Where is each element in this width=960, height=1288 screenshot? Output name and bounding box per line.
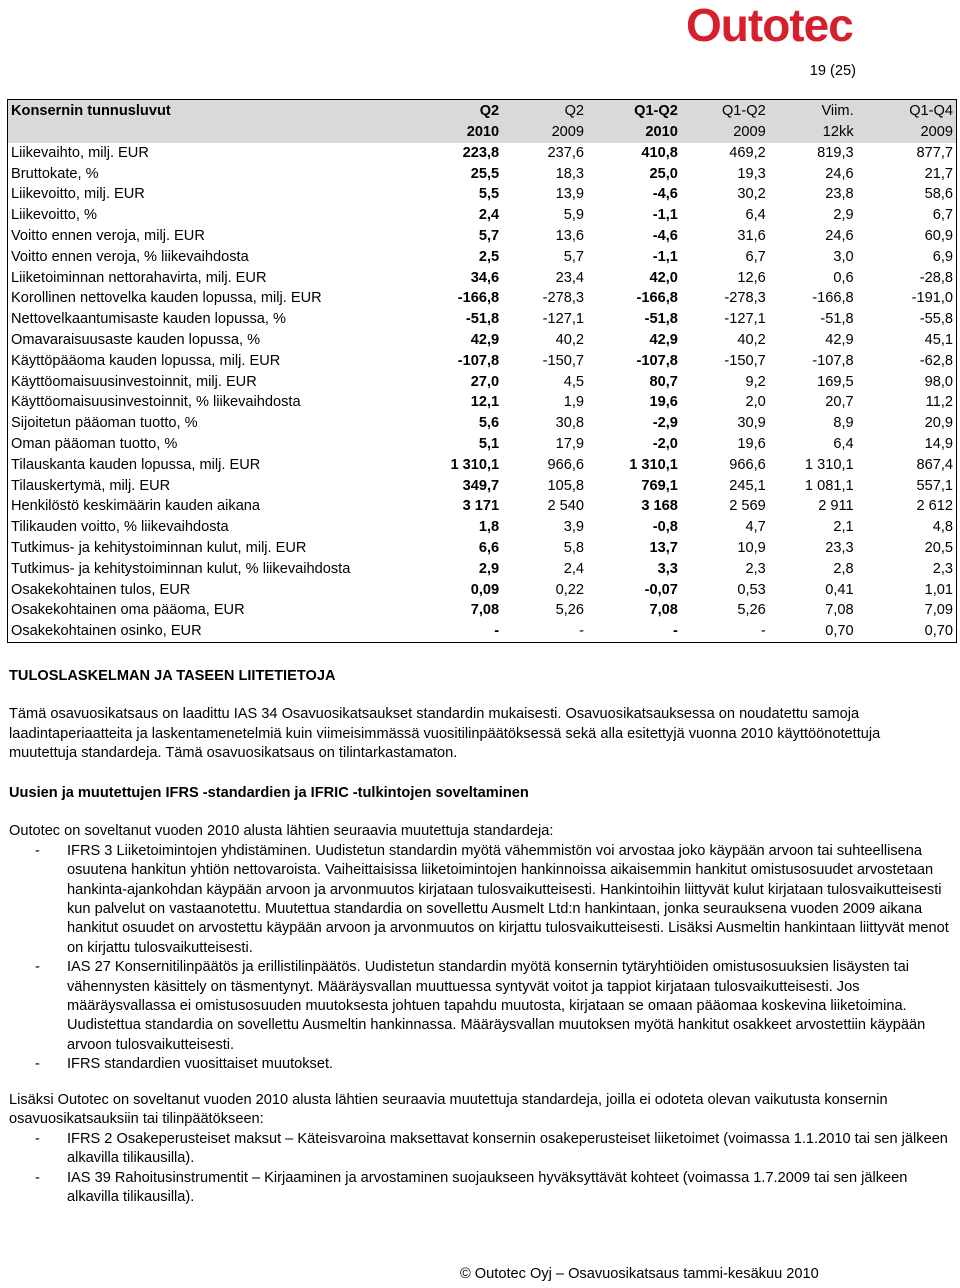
list-item-text: IAS 39 Rahoitusinstrumentit – Kirjaaminen ja arvostaminen suojaukseen hyväksyttävät kohteet (voimassa 1.7.2009 tai sen jälkeen alkavilla tilikausilla). <box>67 1169 908 1206</box>
table-cell: 19,6 <box>737 435 766 452</box>
table-row <box>8 413 957 434</box>
list-item <box>9 958 949 1055</box>
dash-bullet: - <box>35 959 40 976</box>
list-item <box>9 1169 949 1208</box>
table-cell: -62,8 <box>857 351 957 372</box>
table-cell: 21,7 <box>857 164 957 185</box>
row-label: Bruttokate, % <box>8 164 408 185</box>
table-cell: 5,7 <box>563 248 585 265</box>
column-subheader: 2010 <box>407 122 502 143</box>
table-row <box>8 392 957 413</box>
table-cell: 60,9 <box>857 226 957 247</box>
row-label: Korollinen nettovelka kauden lopussa, milj. EUR <box>8 288 408 309</box>
row-label: Voitto ennen veroja, % liikevaihdosta <box>8 247 408 268</box>
table-cell: 245,1 <box>729 477 766 494</box>
table-cell: 5,26 <box>555 602 585 619</box>
table-cell: 23,3 <box>825 539 854 556</box>
page-number: 19 (25) <box>809 63 856 79</box>
table-cell: 34,6 <box>470 269 500 286</box>
column-header: Q2 <box>502 100 587 123</box>
row-label: Omavaraisuusaste kauden lopussa, % <box>8 330 408 351</box>
table-cell: 19,3 <box>737 165 766 182</box>
table-cell: 7,08 <box>470 602 500 619</box>
table-cell: - <box>407 621 502 642</box>
list-item <box>9 1055 949 1074</box>
dash-bullet: - <box>35 842 40 859</box>
table-cell: -166,8 <box>636 290 678 307</box>
table-cell: 2 612 <box>857 496 957 517</box>
table-row <box>8 559 957 580</box>
table-cell: 877,7 <box>857 143 957 164</box>
table-cell: 1 081,1 <box>804 477 854 494</box>
table-cell: -166,8 <box>457 290 500 307</box>
table-cell: 19,6 <box>649 394 678 411</box>
column-subheader: 2009 <box>681 122 769 143</box>
standards-list <box>9 842 949 1075</box>
list-item <box>9 842 949 958</box>
table-cell: -28,8 <box>857 268 957 289</box>
other-standards-section <box>9 1091 949 1207</box>
table-cell: 9,2 <box>745 373 766 390</box>
table-cell: 40,2 <box>737 331 766 348</box>
row-label: Käyttöomaisuusinvestoinnit, % liikevaihdosta <box>8 392 408 413</box>
table-row <box>8 434 957 455</box>
table-cell: -1,1 <box>652 248 678 265</box>
table-cell: 3,0 <box>833 248 854 265</box>
table-cell: 2,9 <box>833 207 854 224</box>
table-cell: 12,1 <box>470 394 500 411</box>
table-cell: 25,0 <box>649 165 678 182</box>
table-row <box>8 247 957 268</box>
table-cell: 966,6 <box>729 456 766 473</box>
table-row <box>8 143 957 164</box>
table-cell: -191,0 <box>857 288 957 309</box>
row-label: Tilauskertymä, milj. EUR <box>8 476 408 497</box>
table-cell: -107,8 <box>812 352 854 369</box>
table-row <box>8 164 957 185</box>
table-cell: 45,1 <box>857 330 957 351</box>
table-cell: 7,09 <box>857 600 957 621</box>
table-cell: -0,07 <box>644 581 678 598</box>
table-cell: 2 569 <box>729 498 766 515</box>
table-cell: -127,1 <box>542 311 585 328</box>
table-cell: 0,6 <box>833 269 854 286</box>
table-cell: - <box>681 621 769 642</box>
table-cell: -150,7 <box>724 352 766 369</box>
table-cell: -107,8 <box>636 352 678 369</box>
table-cell: 6,7 <box>857 205 957 226</box>
table-cell: 13,9 <box>555 186 585 203</box>
table-cell: 2,9 <box>478 560 500 577</box>
table-row <box>8 517 957 538</box>
table-row <box>8 268 957 289</box>
list-item-text: IFRS standardien vuosittaiset muutokset. <box>67 1056 334 1073</box>
table-cell: 1 310,1 <box>629 456 678 473</box>
table-cell: -278,3 <box>724 290 766 307</box>
table-cell: 5,5 <box>478 186 500 203</box>
table-row <box>8 184 957 205</box>
row-label: Liikevoitto, % <box>8 205 408 226</box>
table-cell: 2,4 <box>563 560 585 577</box>
table-cell: 23,4 <box>555 269 585 286</box>
table-cell: -107,8 <box>457 352 500 369</box>
table-cell: 20,5 <box>857 538 957 559</box>
table-row <box>8 621 957 642</box>
table-cell: 5,6 <box>478 415 500 432</box>
column-header: Q1-Q2 <box>587 100 681 123</box>
row-label: Osakekohtainen oma pääoma, EUR <box>8 600 408 621</box>
table-cell: 469,2 <box>729 144 766 161</box>
row-label: Liikevaihto, milj. EUR <box>8 143 408 164</box>
table-cell: 0,53 <box>737 581 766 598</box>
dash-bullet: - <box>35 1056 40 1073</box>
table-cell: 6,4 <box>833 435 854 452</box>
table-cell: 410,8 <box>641 144 678 161</box>
table-cell: 5,9 <box>563 207 585 224</box>
row-label: Käyttöomaisuusinvestoinnit, milj. EUR <box>8 372 408 393</box>
table-cell: 2,1 <box>833 519 854 536</box>
table-cell: 7,08 <box>825 602 854 619</box>
table-cell: 25,5 <box>470 165 500 182</box>
table-cell: 966,6 <box>547 456 585 473</box>
table-cell: 20,9 <box>857 413 957 434</box>
table-cell: -51,8 <box>820 311 854 328</box>
ifrs-standards-section <box>9 784 949 1075</box>
table-cell: 1,8 <box>478 519 500 536</box>
table-cell: 223,8 <box>462 144 500 161</box>
table-cell: 3 168 <box>641 498 678 515</box>
table-cell: 42,0 <box>649 269 678 286</box>
column-header: Viim. <box>769 100 857 123</box>
table-cell: 0,09 <box>470 581 500 598</box>
table-body <box>8 143 957 643</box>
table-cell: 819,3 <box>817 144 854 161</box>
table-cell: 0,70 <box>769 621 857 642</box>
standards-list <box>9 1130 949 1208</box>
table-cell: 169,5 <box>817 373 854 390</box>
table-cell: 11,2 <box>857 392 957 413</box>
table-cell: 1,01 <box>857 580 957 601</box>
list-item <box>9 1130 949 1169</box>
list-item-text: IFRS 3 Liiketoimintojen yhdistäminen. Uudistetun standardin myötä vähemmistön voi arvostaa joko käypään arvoon tai suhteellisena osuutena hankitun yhtiön nettovaroista. Vaiheittaisissa liiketoimintojen hankinnoissa aikaisemmin hankitut omistusosuudet arvostetaan hankinta-ajankohdan käypään arvoon ja arvonmuutos kirjataan tulosvaikutteisesti. Hankintoihin liittyvät kulut kirjataan tulosvaikutteisesti kun palvelut on vastaanotettu. Muutettua standardia on sovellettu Ausmelt Ltd:n hankintaan, jonka seurauksena vuoden 2009 aikana hankitut osuudet on arvostettu käypään arvoon ja arvonmuutos on kirjattu tulosvaikutteisesti. Lisäksi Ausmeltin hankintaan liittyvät menot on kirjattu tulosvaikutteisesti. <box>67 842 949 956</box>
table-cell: 23,8 <box>825 186 854 203</box>
table-cell: -2,0 <box>652 435 678 452</box>
row-label: Käyttöpääoma kauden lopussa, milj. EUR <box>8 351 408 372</box>
table-cell: -0,8 <box>652 519 678 536</box>
table-cell: 12,6 <box>737 269 766 286</box>
table-cell: 1 310,1 <box>804 456 854 473</box>
table-cell: 24,6 <box>825 227 854 244</box>
section-intro: Lisäksi Outotec on soveltanut vuoden 2010 alusta lähtien seuraavia muutettuja standardeja, joilla ei odoteta olevan vaikutusta konsernin osavuosikatsauksiin tai tilinpäätökseen: <box>9 1092 888 1128</box>
table-cell: 5,8 <box>563 539 585 556</box>
table-cell: 237,6 <box>547 144 585 161</box>
column-header: Q2 <box>407 100 502 123</box>
column-subheader: 2009 <box>857 122 957 143</box>
table-cell: -127,1 <box>724 311 766 328</box>
table-cell: -51,8 <box>465 311 500 328</box>
table-cell: -278,3 <box>542 290 585 307</box>
table-cell: 7,08 <box>649 602 678 619</box>
table-title: Konsernin tunnusluvut <box>8 100 408 123</box>
table-cell: 24,6 <box>825 165 854 182</box>
table-cell: 2 540 <box>547 498 585 515</box>
table-cell: 18,3 <box>555 165 585 182</box>
row-label: Osakekohtainen osinko, EUR <box>8 621 408 642</box>
table-cell: 13,6 <box>555 227 585 244</box>
table-row <box>8 538 957 559</box>
table-cell: 349,7 <box>462 477 500 494</box>
table-cell: -166,8 <box>812 290 854 307</box>
table-header-row-top <box>8 100 957 123</box>
table-cell: -4,6 <box>652 227 678 244</box>
table-cell: 2,8 <box>833 560 854 577</box>
row-label: Voitto ennen veroja, milj. EUR <box>8 226 408 247</box>
table-cell: 6,7 <box>745 248 766 265</box>
table-row <box>8 372 957 393</box>
table-cell: -150,7 <box>542 352 585 369</box>
dash-bullet: - <box>35 1169 40 1186</box>
table-cell: 80,7 <box>649 373 678 390</box>
row-label: Oman pääoman tuotto, % <box>8 434 408 455</box>
column-subheader: 12kk <box>769 122 857 143</box>
row-label: Liiketoiminnan nettorahavirta, milj. EUR <box>8 268 408 289</box>
table-row <box>8 288 957 309</box>
table-cell: 30,9 <box>737 415 766 432</box>
column-subheader: 2009 <box>502 122 587 143</box>
table-cell: -55,8 <box>857 309 957 330</box>
table-row <box>8 580 957 601</box>
outotec-logo: Outotec <box>686 0 853 51</box>
row-label: Nettovelkaantumisaste kauden lopussa, % <box>8 309 408 330</box>
dash-bullet: - <box>35 1130 40 1147</box>
page-footer: © Outotec Oyj – Osavuosikatsaus tammi-kesäkuu 2010 <box>460 1266 819 1282</box>
table-cell: 42,9 <box>825 331 854 348</box>
table-cell: 17,9 <box>555 435 585 452</box>
table-cell: 3,9 <box>563 519 585 536</box>
table-cell: 4,7 <box>745 519 766 536</box>
table-cell: 8,9 <box>833 415 854 432</box>
row-label: Tutkimus- ja kehitystoiminnan kulut, milj. EUR <box>8 538 408 559</box>
section-paragraph: Tämä osavuosikatsaus on laadittu IAS 34 Osavuosikatsaukset standardin mukaisesti. Osavuosikatsauksessa on noudatettu samoja laadintaperiaatteita ja laskentamenetelmiä kuin viimeisimmässä vuositilinpäätöksessä sekä alla esitettyjä vuonna 2010 käyttöönotettuja muutettuja standardeja. Tämä osavuosikatsaus on tilintarkastamaton. <box>9 706 881 762</box>
section-intro: Outotec on soveltanut vuoden 2010 alusta lähtien seuraavia muutettuja standardeja: <box>9 823 554 840</box>
section-heading: Uusien ja muutettujen IFRS -standardien ja IFRIC -tulkintojen soveltaminen <box>9 785 529 801</box>
column-subheader: 2010 <box>587 122 681 143</box>
table-cell: 6,6 <box>478 539 500 556</box>
table-header-row-bottom <box>8 122 957 143</box>
row-label: Henkilöstö keskimäärin kauden aikana <box>8 496 408 517</box>
table-cell: 2,3 <box>857 559 957 580</box>
table-cell: 867,4 <box>857 455 957 476</box>
row-label: Tutkimus- ja kehitystoiminnan kulut, % liikevaihdosta <box>8 559 408 580</box>
row-label: Tilauskanta kauden lopussa, milj. EUR <box>8 455 408 476</box>
table-cell: 769,1 <box>641 477 678 494</box>
table-cell: 6,4 <box>745 207 766 224</box>
table-cell: 5,1 <box>478 435 500 452</box>
table-cell: 10,9 <box>737 539 766 556</box>
table-cell: - <box>502 621 587 642</box>
section-heading: TULOSLASKELMAN JA TASEEN LIITETIETOJA <box>9 668 336 684</box>
table-cell: -2,9 <box>652 415 678 432</box>
key-figures-table <box>7 99 957 643</box>
table-cell: 42,9 <box>470 331 500 348</box>
table-cell: 40,2 <box>555 331 585 348</box>
table-cell: 20,7 <box>825 394 854 411</box>
table-cell: 98,0 <box>857 372 957 393</box>
table-row <box>8 476 957 497</box>
table-cell: 42,9 <box>649 331 678 348</box>
table-cell: 3 171 <box>462 498 500 515</box>
table-cell: 2,3 <box>745 560 766 577</box>
table-cell: 31,6 <box>737 227 766 244</box>
table-cell: 2,4 <box>478 207 500 224</box>
table-cell: -1,1 <box>652 207 678 224</box>
table-cell: 2,0 <box>745 394 766 411</box>
table-cell: 30,2 <box>737 186 766 203</box>
row-label: Liikevoitto, milj. EUR <box>8 184 408 205</box>
row-label: Osakekohtainen tulos, EUR <box>8 580 408 601</box>
table-cell: 0,22 <box>555 581 585 598</box>
table-cell: 557,1 <box>857 476 957 497</box>
table-row <box>8 351 957 372</box>
table-cell: 13,7 <box>649 539 678 556</box>
table-row <box>8 330 957 351</box>
table-row <box>8 309 957 330</box>
table-cell: 3,3 <box>657 560 678 577</box>
table-cell: - <box>587 621 681 642</box>
table-cell: -4,6 <box>652 186 678 203</box>
table-row <box>8 455 957 476</box>
row-label: Tilikauden voitto, % liikevaihdosta <box>8 517 408 538</box>
table-row <box>8 226 957 247</box>
table-row <box>8 600 957 621</box>
table-cell: 0,70 <box>857 621 957 642</box>
table-cell: 6,9 <box>857 247 957 268</box>
table-cell: -51,8 <box>644 311 678 328</box>
table-cell: 105,8 <box>547 477 585 494</box>
table-cell: 4,5 <box>563 373 585 390</box>
table-cell: 4,8 <box>857 517 957 538</box>
table-cell: 1,9 <box>563 394 585 411</box>
table-row <box>8 496 957 517</box>
column-header: Q1-Q4 <box>857 100 957 123</box>
table-cell: 58,6 <box>857 184 957 205</box>
row-label: Sijoitetun pääoman tuotto, % <box>8 413 408 434</box>
table-cell: 2,5 <box>478 248 500 265</box>
table-cell: 30,8 <box>555 415 585 432</box>
table-cell: 5,7 <box>478 227 500 244</box>
table-cell: 5,26 <box>737 602 766 619</box>
list-item-text: IFRS 2 Osakeperusteiset maksut – Käteisvaroina maksettavat konsernin osakeperusteiset liiketoimet (voimassa 1.1.2010 tai sen jälkeen alkavilla tilikausilla). <box>67 1130 948 1167</box>
table-cell: 0,41 <box>825 581 854 598</box>
table-cell: 2 911 <box>818 498 854 515</box>
table-cell: 14,9 <box>857 434 957 455</box>
table-row <box>8 205 957 226</box>
table-cell: 27,0 <box>470 373 500 390</box>
list-item-text: IAS 27 Konsernitilinpäätös ja erillistilinpäätös. Uudistetun standardin myötä konsernin tytäryhtiöiden omistusosuuksien lisäysten tai vähennysten käsittely on täsmentynyt. Määräysvallan muuttuessa syntyvät voitot ja tappiot kirjataan tulosvaikutteisesti. Jos määräysvallassa ei omistusosuuden muutoksesta johtuen tapahdu muutosta, kirjataan se omaan pääomaa koskevina liiketoimina. Uudistettua standardia on sovellettu Ausmeltin hankinnassa. Määräysvallan muutoksen myötä hankitut osakkeet arvostettiin käypään arvoon tulosvaikutteisesti. <box>67 959 926 1053</box>
table-cell: 1 310,1 <box>450 456 500 473</box>
column-header: Q1-Q2 <box>681 100 769 123</box>
accounting-notes-section <box>9 667 949 764</box>
